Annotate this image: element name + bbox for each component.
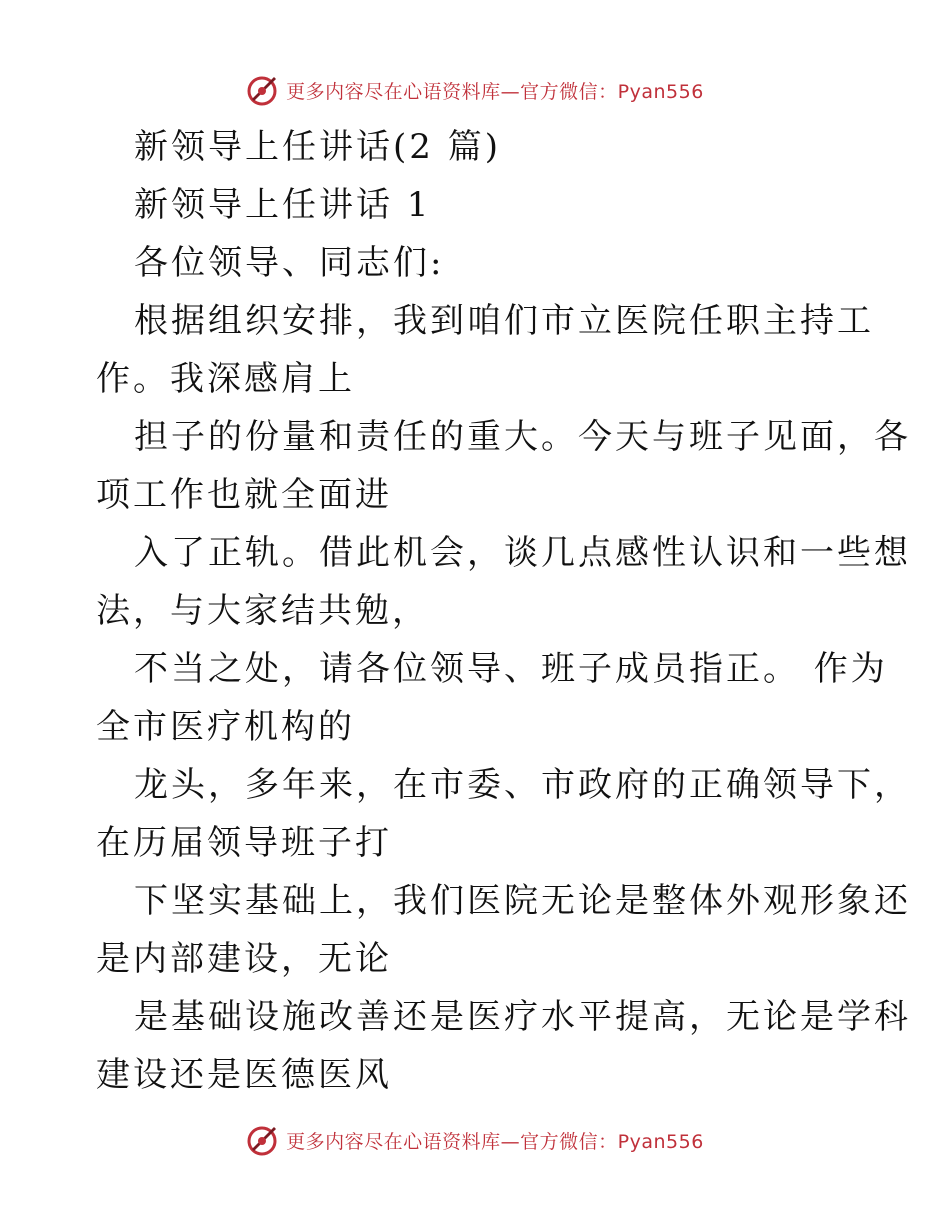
doc-line: 担子的份量和责任的重大。今天与班子见面，各 — [134, 417, 911, 457]
doc-line: 入了正轨。借此机会，谈几点感性认识和一些想 — [134, 533, 911, 573]
watermark-contact-text: 官方微信：Pyan556 — [520, 1130, 704, 1153]
doc-line: 新领导上任讲话(2 篇) — [134, 127, 501, 167]
watermark-site-text: 更多内容尽在心语资料库— — [286, 80, 521, 103]
doc-line: 全市医疗机构的 — [96, 707, 355, 747]
doc-line: 根据组织安排，我到咱们市立医院任职主持工 — [134, 301, 874, 341]
doc-line: 建设还是医德医风 — [96, 1055, 392, 1095]
doc-line: 不当之处，请各位领导、班子成员指正。 作为 — [134, 649, 888, 689]
pen-logo-icon — [246, 73, 280, 107]
doc-line: 作。我深感肩上 — [96, 359, 355, 399]
doc-line: 是基础设施改善还是医疗水平提高，无论是学科 — [134, 997, 911, 1037]
doc-line: 下坚实基础上，我们医院无论是整体外观形象还 — [134, 881, 911, 921]
doc-line: 法，与大家结共勉， — [96, 591, 429, 631]
doc-line: 新领导上任讲话 1 — [134, 185, 432, 225]
doc-line: 在历届领导班子打 — [96, 823, 392, 863]
doc-line: 项工作也就全面进 — [96, 475, 392, 515]
doc-line: 龙头，多年来，在市委、市政府的正确领导下， — [134, 765, 911, 805]
document-body — [96, 118, 911, 1104]
doc-line: 各位领导、同志们: — [134, 243, 445, 283]
pen-logo-icon — [246, 1123, 280, 1157]
watermark-contact-text: 官方微信：Pyan556 — [520, 80, 704, 103]
watermark-site-text: 更多内容尽在心语资料库— — [286, 1130, 521, 1153]
header-watermark — [0, 70, 950, 110]
doc-line: 是内部建设，无论 — [96, 939, 392, 979]
footer-watermark — [0, 1120, 950, 1160]
